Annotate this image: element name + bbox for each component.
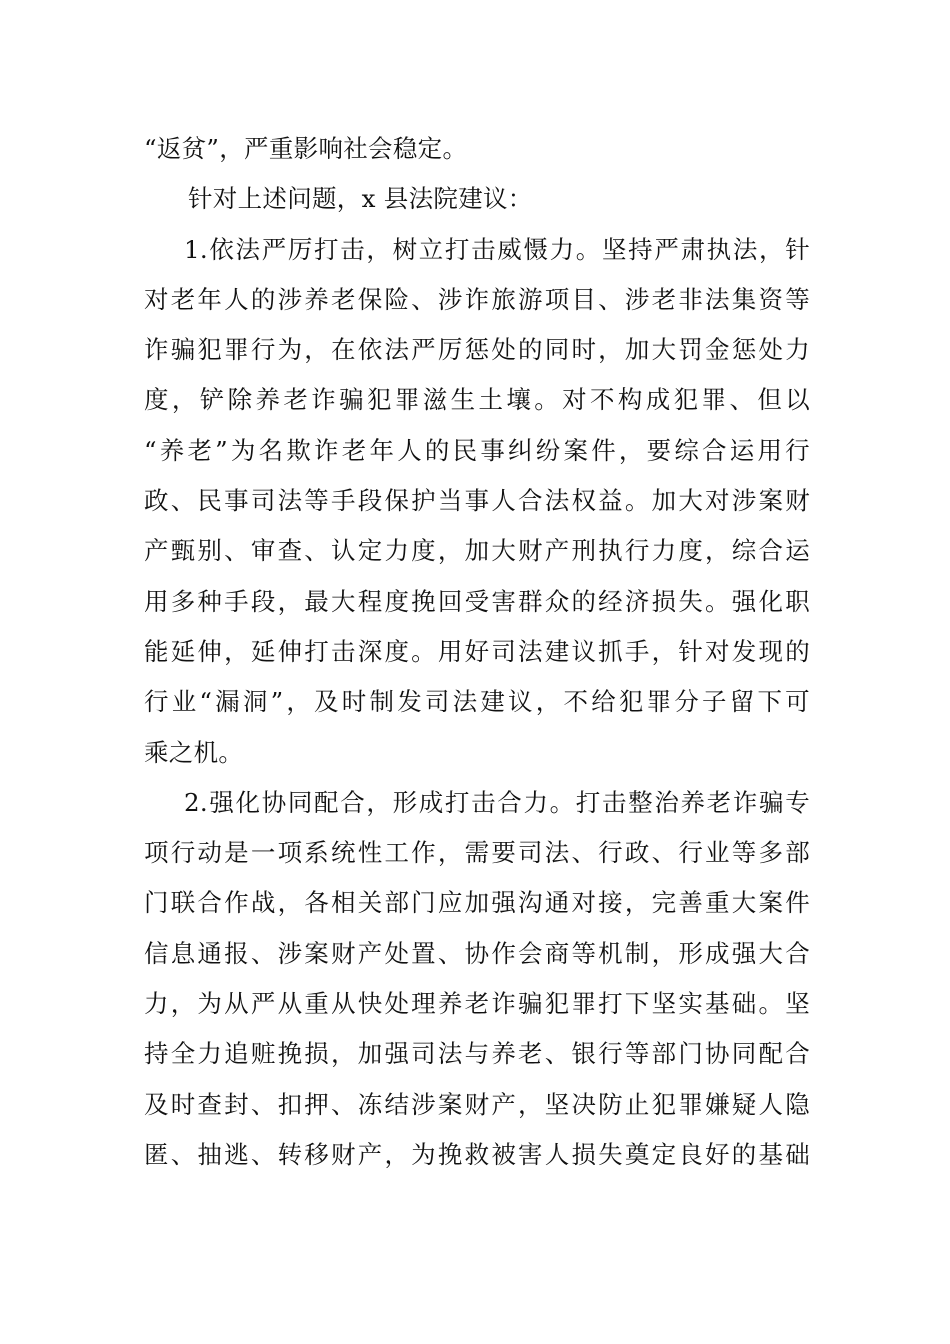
text-line: 信息通报、涉案财产处置、协作会商等机制，形成强大合 [144, 938, 810, 968]
text-line: 对老年人的涉养老保险、涉诈旅游项目、涉老非法集资等 [144, 284, 810, 314]
text-line: “养老”为名欺诈老年人的民事纠纷案件，要综合运用行 [144, 435, 810, 465]
text-line: 用多种手段，最大程度挽回受害群众的经济损失。强化职 [144, 586, 810, 616]
text-line: 行业“漏洞”，及时制发司法建议，不给犯罪分子留下可 [144, 687, 810, 717]
text-line: “返贫”，严重影响社会稳定。 [144, 134, 468, 163]
text-line: 产甄别、审查、认定力度，加大财产刑执行力度，综合运 [144, 536, 810, 566]
text-line: 力，为从严从重从快处理养老诈骗犯罪打下坚实基础。坚 [144, 989, 810, 1019]
text-line: 2.强化协同配合，形成打击合力。打击整治养老诈骗专 [184, 787, 810, 817]
text-line: 项行动是一项系统性工作，需要司法、行政、行业等多部 [144, 838, 810, 868]
text-line: 及时查封、扣押、冻结涉案财产，坚决防止犯罪嫌疑人隐 [144, 1089, 810, 1119]
text-line: 1.依法严厉打击，树立打击威慑力。坚持严肃执法，针 [184, 234, 810, 264]
text-line: 度，铲除养老诈骗犯罪滋生土壤。对不构成犯罪、但以 [144, 385, 810, 415]
text-line: 政、民事司法等手段保护当事人合法权益。加大对涉案财 [144, 486, 810, 516]
body-text [144, 124, 810, 1180]
text-line: 乘之机。 [144, 737, 244, 767]
text-line: 门联合作战，各相关部门应加强沟通对接，完善重大案件 [144, 888, 810, 918]
text-line: 能延伸，延伸打击深度。用好司法建议抓手，针对发现的 [144, 636, 810, 666]
text-line: 匿、抽逃、转移财产，为挽救被害人损失奠定良好的基础 [144, 1139, 810, 1169]
text-line: 持全力追赃挽损，加强司法与养老、银行等部门协同配合 [144, 1039, 810, 1069]
text-line: 诈骗犯罪行为，在依法严厉惩处的同时，加大罚金惩处力 [144, 335, 810, 365]
text-line: 针对上述问题，x 县法院建议： [188, 184, 533, 214]
